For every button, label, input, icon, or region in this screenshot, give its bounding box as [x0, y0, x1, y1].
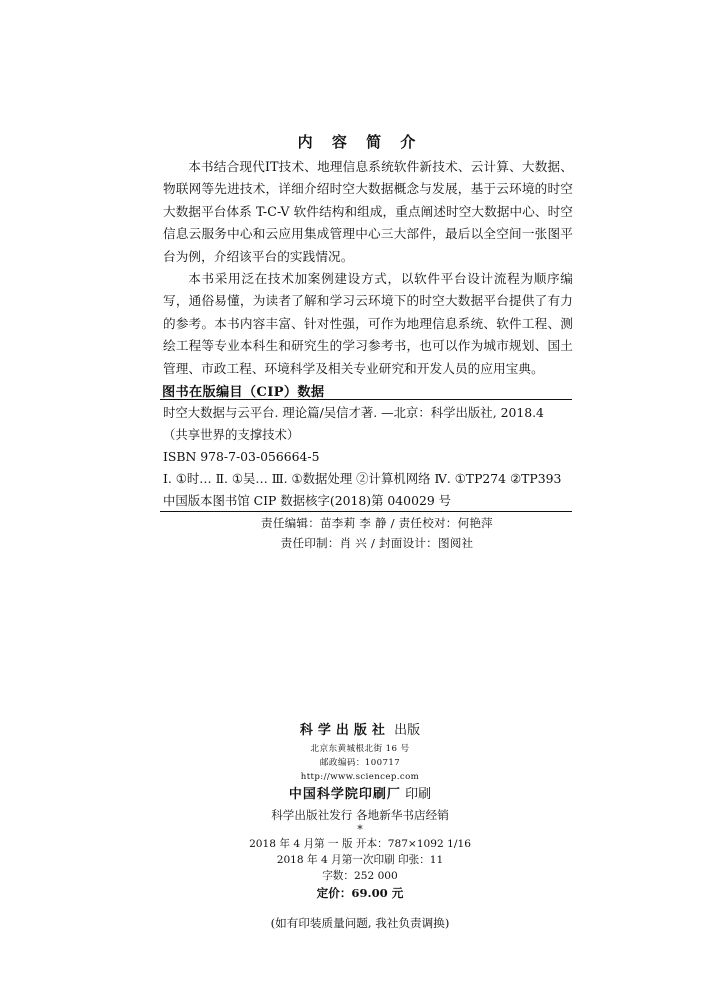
page-title: 内 容 简 介: [297, 133, 423, 151]
edition-line: 2018 年 4 月第 一 版 开本：787×1092 1/16: [249, 838, 471, 850]
price: 定价：69.00 元: [316, 886, 404, 900]
cip-isbn-line: ISBN 978-7-03-056664-5: [163, 449, 320, 464]
cip-record-number-line: 中国版本图书馆 CIP 数据核字(2018)第 040029 号: [163, 493, 452, 508]
word-count: 字数：252 000: [322, 870, 398, 882]
cip-heading: 图书在版编目（CIP）数据: [162, 385, 325, 400]
summary-paragraph-1: 本书结合现代IT技术、地理信息系统软件新技术、云计算、大数据、物联网等先进技术，详细介绍时空大数据概念与发展，基于云环境的时空大数据平台体系 T-C-V 软件结构和组成，重点阐述时空大数据中心、时空信息云服务中心和云应用集成管理中心三大部件，最后以全空间一张图平台为例，介绍该平台的实践情况。: [163, 159, 573, 264]
publisher-postcode: 邮政编码：100717: [319, 758, 401, 768]
editorial-credits: [0, 513, 720, 553]
cip-data-block: [163, 402, 571, 512]
printing-line: 2018 年 4 月第一次印刷 印张：11: [276, 854, 444, 866]
printer-name: 中国科学院印刷厂: [288, 787, 401, 802]
cip-classification-line: Ⅰ. ①时… Ⅱ. ①吴… Ⅲ. ①数据处理 ②计算机网络 Ⅳ. ①TP274 ②TP393: [163, 471, 562, 486]
cip-bottom-rule: [160, 511, 572, 512]
publisher-line: [0, 720, 720, 742]
summary-section: [163, 156, 573, 380]
quality-note: (如有印装质量问题, 我社负责调换): [270, 916, 450, 930]
summary-paragraph-2: 本书采用泛在技术加案例建设方式，以软件平台设计流程为顺序编写，通俗易懂，为读者了解和学习云环境下的时空大数据平台提供了有力的参考。本书内容丰富、针对性强，可作为地理信息系统、软件工程、测绘工程等专业本科生和研究生的学习参考书，也可以作为城市规划、国土管理、市政工程、环境科学及相关专业研究和开发人员的应用宝典。: [163, 271, 573, 376]
credits-editors-line: 责任编辑：苗李莉 李 静 / 责任校对：何艳萍: [261, 516, 493, 530]
publisher-address: 北京东黄城根北街 16 号: [310, 744, 410, 754]
imprint-block: [0, 720, 720, 932]
publisher-url: http://www.sciencep.com: [300, 772, 420, 782]
printer-line: [0, 784, 720, 806]
publisher-name: 科学出版社: [299, 723, 390, 738]
cip-top-rule: [160, 399, 572, 400]
distribution-line: 科学出版社发行 各地新华书店经销: [271, 808, 449, 822]
cip-series-line: （共享世界的支撑技术）: [163, 427, 300, 442]
printer-suffix: 印刷: [405, 787, 432, 802]
credits-production-line: 责任印制：肖 兴 / 封面设计：图阅社: [280, 536, 474, 550]
separator-star: *: [357, 823, 363, 836]
publisher-suffix: 出版: [394, 723, 421, 738]
cip-title-line: 时空大数据与云平台. 理论篇/吴信才著. —北京：科学出版社, 2018.4: [163, 405, 544, 420]
